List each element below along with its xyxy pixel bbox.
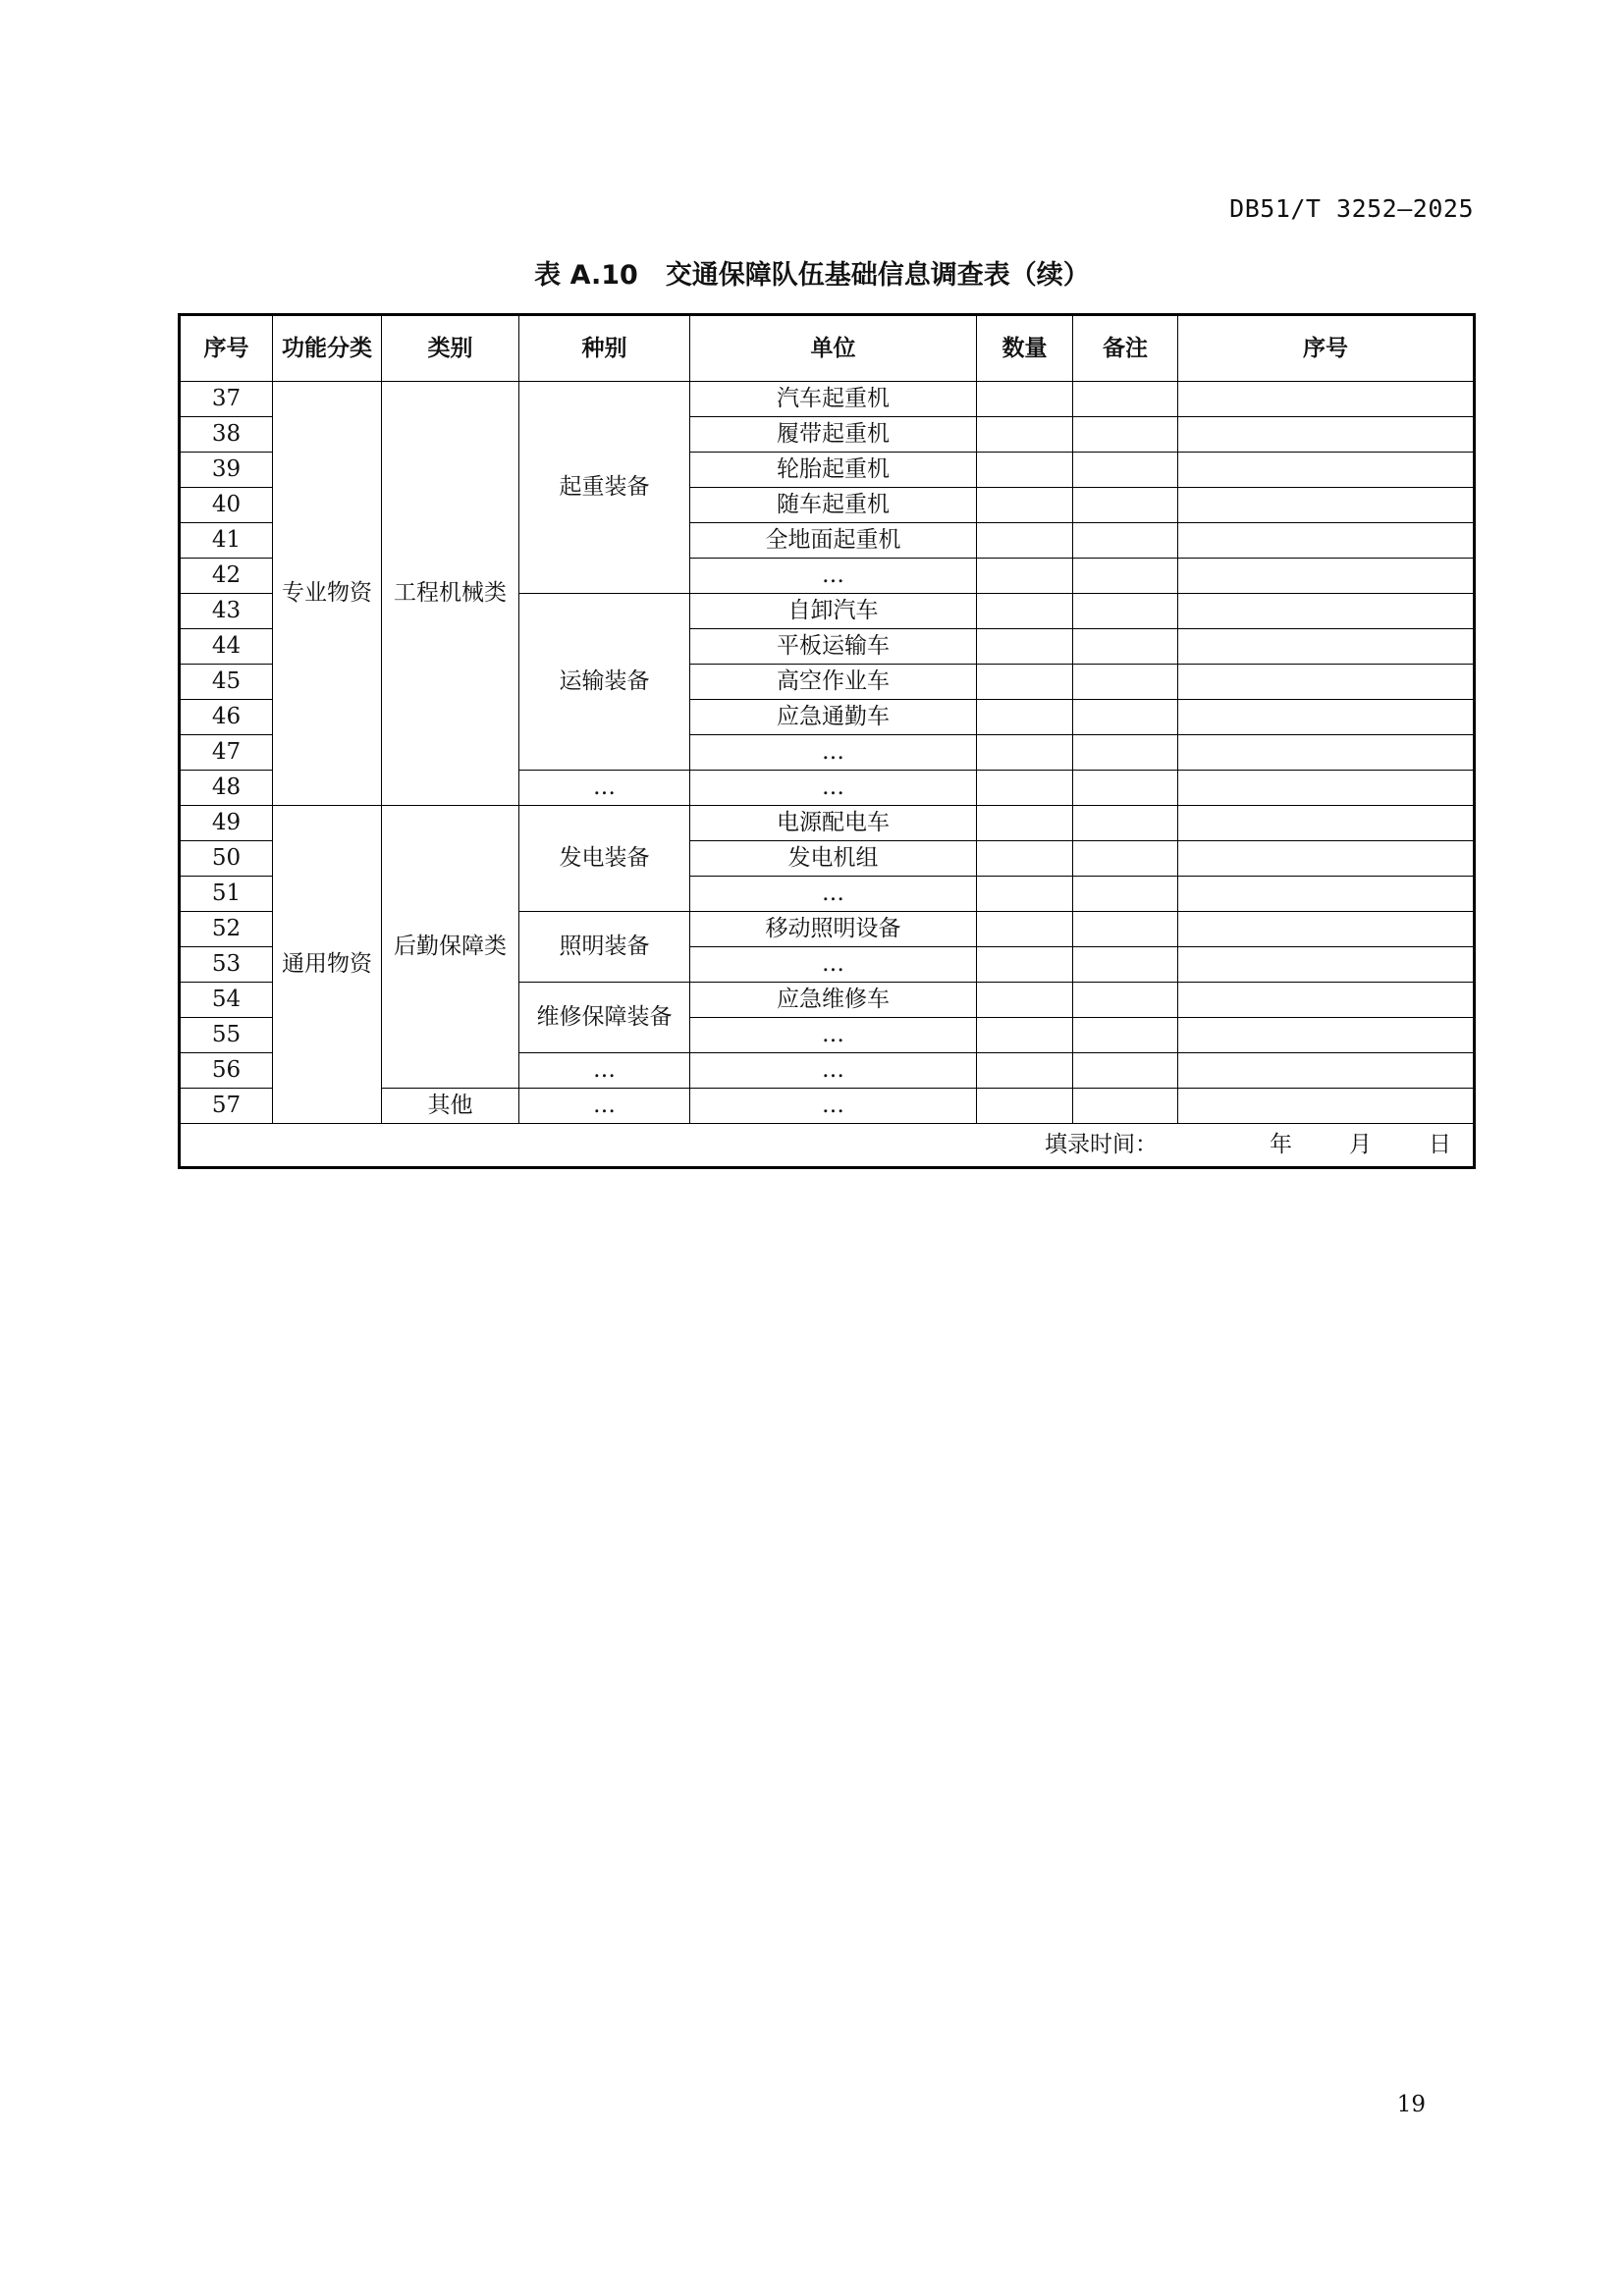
unit-cell: 应急通勤车 [690, 700, 977, 735]
serial-cell[interactable] [1178, 453, 1475, 488]
remarks-cell[interactable] [1073, 382, 1178, 417]
unit-cell: 应急维修车 [690, 983, 977, 1018]
function-class-cell: 通用物资 [273, 806, 382, 1124]
serial-cell[interactable] [1178, 700, 1475, 735]
serial-cell[interactable] [1178, 1053, 1475, 1089]
table-title [0, 253, 1624, 292]
serial-cell[interactable] [1178, 488, 1475, 523]
fill-date-label: 填录时间： [1045, 1132, 1158, 1157]
quantity-cell[interactable] [977, 488, 1073, 523]
unit-cell: 高空作业车 [690, 665, 977, 700]
unit-cell: … [690, 1053, 977, 1089]
table-row [180, 382, 1475, 417]
row-number: 48 [180, 771, 273, 806]
month-label: 月 [1349, 1132, 1372, 1157]
header-remarks: 备注 [1073, 315, 1178, 382]
header-unit: 单位 [690, 315, 977, 382]
header-serial: 序号 [180, 315, 273, 382]
unit-cell: 全地面起重机 [690, 523, 977, 559]
fill-date-row [180, 1124, 1475, 1168]
row-number: 51 [180, 877, 273, 912]
unit-cell: … [690, 771, 977, 806]
row-number: 38 [180, 417, 273, 453]
table-row [180, 806, 1475, 841]
category-cell: 其他 [382, 1089, 519, 1124]
serial-cell[interactable] [1178, 382, 1475, 417]
remarks-cell[interactable] [1073, 771, 1178, 806]
quantity-cell[interactable] [977, 629, 1073, 665]
row-number: 39 [180, 453, 273, 488]
remarks-cell[interactable] [1073, 488, 1178, 523]
type-cell: … [519, 1053, 690, 1089]
unit-cell: 随车起重机 [690, 488, 977, 523]
unit-cell: … [690, 1018, 977, 1053]
quantity-cell[interactable] [977, 1053, 1073, 1089]
remarks-cell[interactable] [1073, 1018, 1178, 1053]
fill-date-cell [180, 1124, 1475, 1168]
quantity-cell[interactable] [977, 947, 1073, 983]
remarks-cell[interactable] [1073, 841, 1178, 877]
standard-code: DB51/T 3252—2025 [1229, 194, 1474, 223]
unit-cell: … [690, 559, 977, 594]
remarks-cell[interactable] [1073, 665, 1178, 700]
quantity-cell[interactable] [977, 417, 1073, 453]
header-serial-2: 序号 [1178, 315, 1475, 382]
quantity-cell[interactable] [977, 665, 1073, 700]
type-cell: … [519, 1089, 690, 1124]
category-cell: 后勤保障类 [382, 806, 519, 1089]
serial-cell[interactable] [1178, 947, 1475, 983]
quantity-cell[interactable] [977, 1018, 1073, 1053]
header-type: 种别 [519, 315, 690, 382]
remarks-cell[interactable] [1073, 453, 1178, 488]
type-cell: 运输装备 [519, 594, 690, 771]
quantity-cell[interactable] [977, 594, 1073, 629]
header-function-class: 功能分类 [273, 315, 382, 382]
row-number: 46 [180, 700, 273, 735]
remarks-cell[interactable] [1073, 594, 1178, 629]
quantity-cell[interactable] [977, 771, 1073, 806]
serial-cell[interactable] [1178, 912, 1475, 947]
quantity-cell[interactable] [977, 806, 1073, 841]
serial-cell[interactable] [1178, 629, 1475, 665]
survey-table [178, 313, 1476, 1169]
quantity-cell[interactable] [977, 700, 1073, 735]
row-number: 47 [180, 735, 273, 771]
unit-cell: 发电机组 [690, 841, 977, 877]
remarks-cell[interactable] [1073, 877, 1178, 912]
remarks-cell[interactable] [1073, 417, 1178, 453]
serial-cell[interactable] [1178, 841, 1475, 877]
remarks-cell[interactable] [1073, 806, 1178, 841]
unit-cell: 汽车起重机 [690, 382, 977, 417]
serial-cell[interactable] [1178, 594, 1475, 629]
serial-cell[interactable] [1178, 1018, 1475, 1053]
function-class-cell: 专业物资 [273, 382, 382, 806]
type-cell: 照明装备 [519, 912, 690, 983]
serial-cell[interactable] [1178, 665, 1475, 700]
remarks-cell[interactable] [1073, 629, 1178, 665]
unit-cell: 自卸汽车 [690, 594, 977, 629]
row-number: 53 [180, 947, 273, 983]
unit-cell: 履带起重机 [690, 417, 977, 453]
unit-cell: 移动照明设备 [690, 912, 977, 947]
remarks-cell[interactable] [1073, 947, 1178, 983]
unit-cell: … [690, 1089, 977, 1124]
serial-cell[interactable] [1178, 877, 1475, 912]
year-label: 年 [1270, 1132, 1292, 1157]
header-quantity: 数量 [977, 315, 1073, 382]
quantity-cell[interactable] [977, 453, 1073, 488]
quantity-cell[interactable] [977, 841, 1073, 877]
remarks-cell[interactable] [1073, 912, 1178, 947]
remarks-cell[interactable] [1073, 983, 1178, 1018]
quantity-cell[interactable] [977, 912, 1073, 947]
unit-cell: 平板运输车 [690, 629, 977, 665]
type-cell: 起重装备 [519, 382, 690, 594]
row-number: 45 [180, 665, 273, 700]
remarks-cell[interactable] [1073, 1053, 1178, 1089]
page-number: 19 [1396, 2092, 1426, 2117]
unit-cell: 电源配电车 [690, 806, 977, 841]
quantity-cell[interactable] [977, 877, 1073, 912]
quantity-cell[interactable] [977, 523, 1073, 559]
header-category: 类别 [382, 315, 519, 382]
row-number: 49 [180, 806, 273, 841]
remarks-cell[interactable] [1073, 735, 1178, 771]
quantity-cell[interactable] [977, 983, 1073, 1018]
unit-cell: … [690, 947, 977, 983]
remarks-cell[interactable] [1073, 523, 1178, 559]
row-number: 55 [180, 1018, 273, 1053]
row-number: 44 [180, 629, 273, 665]
type-cell: … [519, 771, 690, 806]
type-cell: 发电装备 [519, 806, 690, 912]
row-number: 57 [180, 1089, 273, 1124]
quantity-cell[interactable] [977, 735, 1073, 771]
category-cell: 工程机械类 [382, 382, 519, 806]
row-number: 56 [180, 1053, 273, 1089]
row-number: 40 [180, 488, 273, 523]
unit-cell: … [690, 877, 977, 912]
row-number: 37 [180, 382, 273, 417]
remarks-cell[interactable] [1073, 700, 1178, 735]
quantity-cell[interactable] [977, 1089, 1073, 1124]
table-number: 表 A.10 [534, 260, 638, 291]
row-number: 50 [180, 841, 273, 877]
serial-cell[interactable] [1178, 1089, 1475, 1124]
serial-cell[interactable] [1178, 417, 1475, 453]
serial-cell[interactable] [1178, 735, 1475, 771]
row-number: 43 [180, 594, 273, 629]
serial-cell[interactable] [1178, 771, 1475, 806]
row-number: 42 [180, 559, 273, 594]
serial-cell[interactable] [1178, 806, 1475, 841]
header-row [180, 315, 1475, 382]
table-title-text: 交通保障队伍基础信息调查表（续） [665, 260, 1090, 291]
type-cell: 维修保障装备 [519, 983, 690, 1053]
serial-cell[interactable] [1178, 523, 1475, 559]
unit-cell: 轮胎起重机 [690, 453, 977, 488]
day-label: 日 [1429, 1132, 1451, 1157]
serial-cell[interactable] [1178, 559, 1475, 594]
row-number: 54 [180, 983, 273, 1018]
remarks-cell[interactable] [1073, 559, 1178, 594]
row-number: 52 [180, 912, 273, 947]
quantity-cell[interactable] [977, 559, 1073, 594]
remarks-cell[interactable] [1073, 1089, 1178, 1124]
serial-cell[interactable] [1178, 983, 1475, 1018]
unit-cell: … [690, 735, 977, 771]
row-number: 41 [180, 523, 273, 559]
quantity-cell[interactable] [977, 382, 1073, 417]
